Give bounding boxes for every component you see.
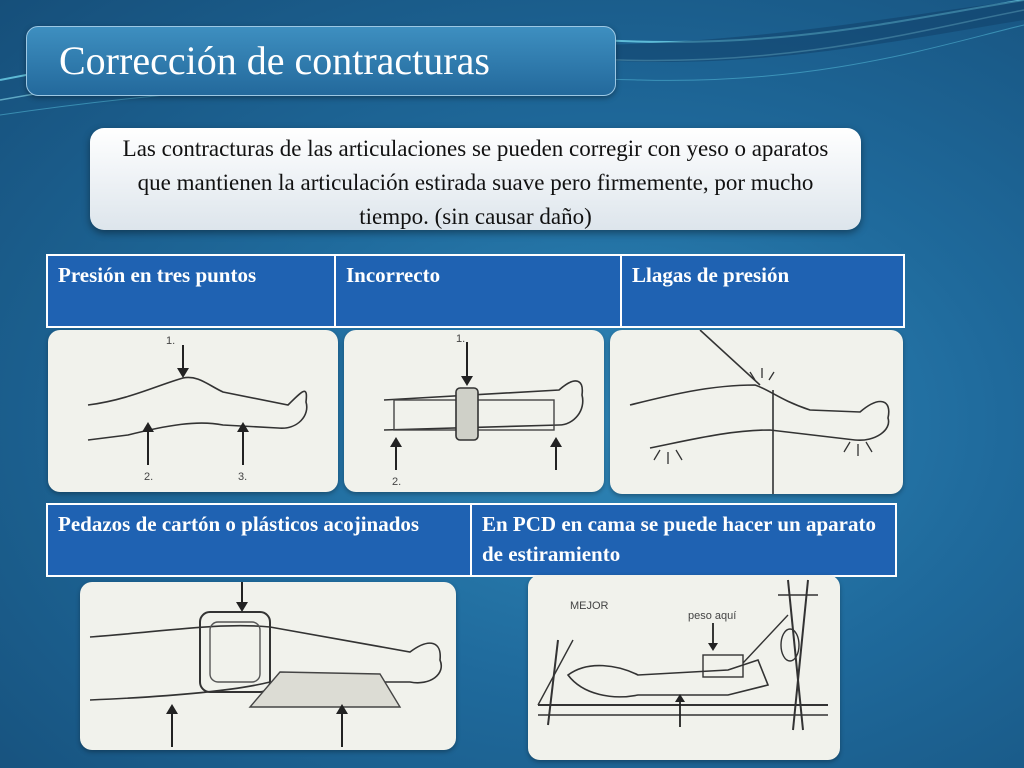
- title-box: [26, 26, 616, 96]
- padded-brace-sketch: [80, 582, 456, 750]
- fig5-label-better: MEJOR: [570, 600, 609, 612]
- intro-text: Las contracturas de las articulaciones se pueden corregir con yeso o aparatos que mantienen la articulación estirada suave pero firmemente, por mucho tiempo. (sin causar daño): [122, 136, 829, 229]
- label-incorrect: Incorrecto: [335, 255, 621, 327]
- label-row-1: [46, 254, 905, 328]
- fig1-label-3: 3.: [238, 471, 248, 483]
- fig2-label-1: 1.: [456, 333, 466, 345]
- intro-box: [90, 128, 861, 230]
- leg-brace-sketch: [344, 330, 604, 492]
- fig1-label-1: 1.: [166, 335, 176, 347]
- label-three-point-pressure: Presión en tres puntos: [47, 255, 335, 327]
- bed-traction-sketch: [528, 575, 840, 760]
- label-pressure-sores: Llagas de presión: [621, 255, 904, 327]
- label-bed-stretching-device: En PCD en cama se puede hacer un aparato de estiramiento: [471, 504, 896, 576]
- figure-incorrect: [344, 330, 604, 492]
- figure-bed-stretch-device: [528, 575, 840, 760]
- label-row-2: [46, 503, 897, 577]
- fig1-label-2: 2.: [144, 471, 154, 483]
- figure-padded-brace: [80, 582, 456, 750]
- slide-title: Corrección de contracturas: [59, 38, 490, 83]
- leg-sketch-illustration: [48, 330, 338, 492]
- fig5-label-weight-here: peso aquí: [688, 610, 737, 622]
- pressure-sore-sketch: [610, 330, 903, 494]
- fig2-label-2: 2.: [392, 476, 402, 488]
- label-padded-cardboard: Pedazos de cartón o plásticos acojinados: [47, 504, 471, 576]
- figure-three-point-pressure: [48, 330, 338, 492]
- figure-pressure-sores: [610, 330, 903, 494]
